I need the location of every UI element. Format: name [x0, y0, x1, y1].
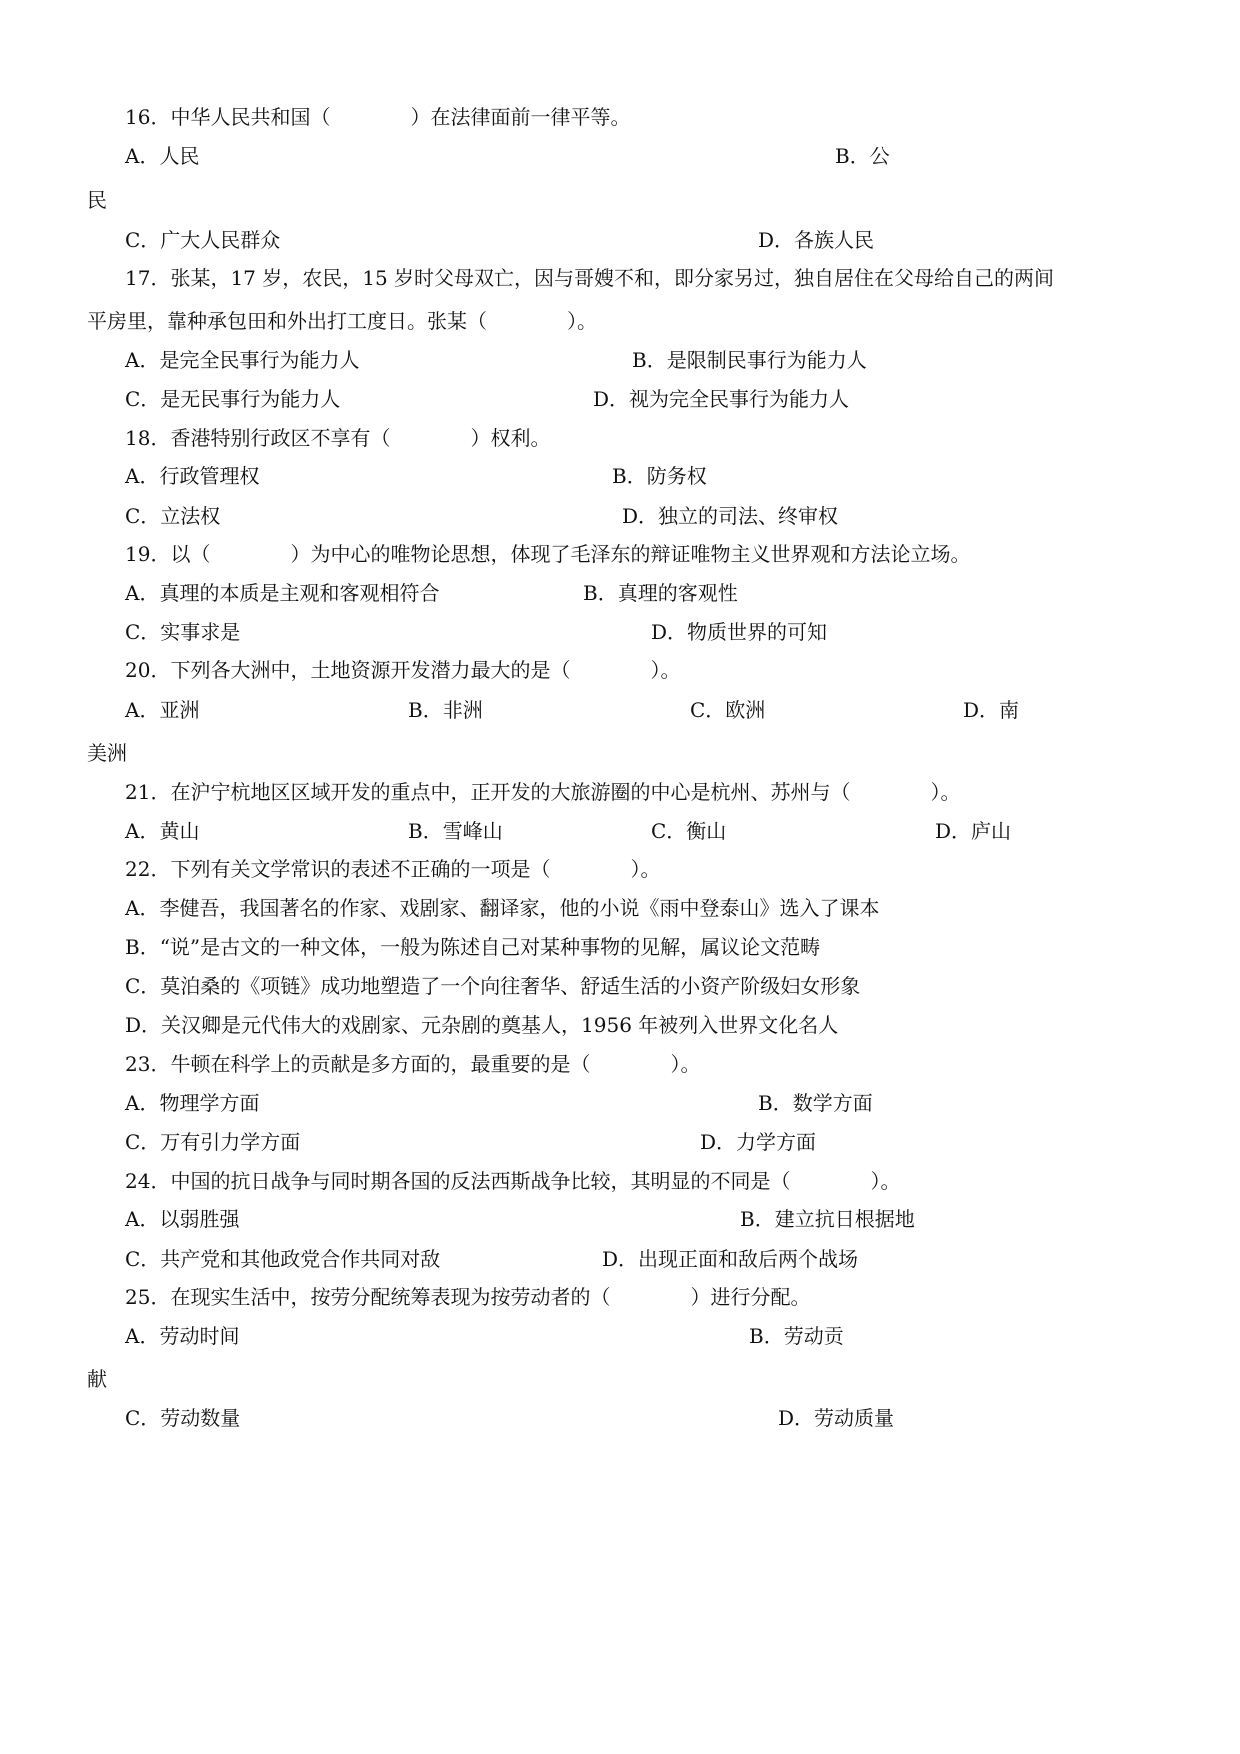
- question-17-stem-line2: 平房里，靠种承包田和外出打工度日。张某（ ）。: [87, 309, 597, 333]
- question-25-option-b: B．劳动贡: [749, 1324, 844, 1348]
- question-20-option-d: D．南: [963, 698, 1020, 722]
- question-16-option-b: B．公: [835, 144, 890, 168]
- question-23-option-b: B．数学方面: [758, 1091, 873, 1115]
- question-20-option-c: C．欧洲: [690, 698, 766, 722]
- question-22-option-b: B．“说”是古文的一种文体，一般为陈述自己对某种事物的见解，属议论文范畴: [125, 935, 821, 959]
- question-21-option-c: C．衡山: [651, 819, 727, 843]
- question-20-stem: 20．下列各大洲中，土地资源开发潜力最大的是（ ）。: [125, 658, 681, 682]
- question-18-option-c: C．立法权: [125, 504, 221, 528]
- question-21-stem: 21．在沪宁杭地区区域开发的重点中，正开发的大旅游圈的中心是杭州、苏州与（ ）。: [125, 780, 961, 804]
- question-19-option-b: B．真理的客观性: [583, 581, 738, 605]
- question-16-option-a: A．人民: [125, 144, 200, 168]
- question-19-option-d: D．物质世界的可知: [651, 620, 828, 644]
- question-24-stem: 24．中国的抗日战争与同时期各国的反法西斯战争比较，其明显的不同是（ ）。: [125, 1169, 901, 1193]
- question-18-option-b: B．防务权: [612, 464, 707, 488]
- question-25-option-d: D．劳动质量: [778, 1406, 895, 1430]
- question-17-option-b: B．是限制民事行为能力人: [632, 348, 867, 372]
- question-22-option-d: D．关汉卿是元代伟大的戏剧家、元杂剧的奠基人，1956 年被列入世界文化名人: [125, 1013, 839, 1037]
- question-16-option-b-wrap: 民: [87, 188, 107, 212]
- question-21-option-b: B．雪峰山: [408, 819, 503, 843]
- question-23-option-d: D．力学方面: [700, 1130, 817, 1154]
- question-20-option-a: A．亚洲: [125, 698, 200, 722]
- question-24-option-d: D．出现正面和敌后两个战场: [602, 1247, 859, 1271]
- question-18-stem: 18．香港特别行政区不享有（ ）权利。: [125, 426, 551, 450]
- question-24-option-a: A．以弱胜强: [125, 1207, 240, 1231]
- question-25-stem: 25．在现实生活中，按劳分配统筹表现为按劳动者的（ ）进行分配。: [125, 1285, 811, 1309]
- question-23-option-a: A．物理学方面: [125, 1091, 260, 1115]
- question-18-option-d: D．独立的司法、终审权: [622, 504, 839, 528]
- question-23-option-c: C．万有引力学方面: [125, 1130, 301, 1154]
- question-21-option-a: A．黄山: [125, 819, 200, 843]
- question-24-option-b: B．建立抗日根据地: [740, 1207, 915, 1231]
- question-17-option-d: D．视为完全民事行为能力人: [593, 387, 850, 411]
- question-16-stem: 16．中华人民共和国（ ）在法律面前一律平等。: [125, 105, 631, 129]
- question-17-option-c: C．是无民事行为能力人: [125, 387, 341, 411]
- question-22-option-c: C．莫泊桑的《项链》成功地塑造了一个向往奢华、舒适生活的小资产阶级妇女形象: [125, 974, 861, 998]
- question-22-stem: 22．下列有关文学常识的表述不正确的一项是（ ）。: [125, 857, 661, 881]
- question-16-option-c: C．广大人民群众: [125, 228, 281, 252]
- question-25-option-c: C．劳动数量: [125, 1406, 241, 1430]
- question-18-option-a: A．行政管理权: [125, 464, 260, 488]
- question-22-option-a: A．李健吾，我国著名的作家、戏剧家、翻译家，他的小说《雨中登泰山》选入了课本: [125, 896, 880, 920]
- question-16-option-d: D．各族人民: [758, 228, 875, 252]
- question-19-option-a: A．真理的本质是主观和客观相符合: [125, 581, 440, 605]
- question-19-option-c: C．实事求是: [125, 620, 241, 644]
- question-25-option-a: A．劳动时间: [125, 1324, 240, 1348]
- question-17-stem: 17．张某，17 岁，农民，15 岁时父母双亡，因与哥嫂不和，即分家另过，独自居住在父母给自己的两间: [125, 266, 1055, 290]
- question-19-stem: 19．以（ ）为中心的唯物论思想，体现了毛泽东的辩证唯物主义世界观和方法论立场。: [125, 542, 971, 566]
- question-20-option-d-wrap: 美洲: [87, 741, 127, 765]
- question-20-option-b: B．非洲: [408, 698, 483, 722]
- question-23-stem: 23．牛顿在科学上的贡献是多方面的，最重要的是（ ）。: [125, 1052, 701, 1076]
- question-21-option-d: D．庐山: [935, 819, 1012, 843]
- question-24-option-c: C．共产党和其他政党合作共同对敌: [125, 1247, 441, 1271]
- question-17-option-a: A．是完全民事行为能力人: [125, 348, 360, 372]
- question-25-option-b-wrap: 献: [87, 1367, 107, 1391]
